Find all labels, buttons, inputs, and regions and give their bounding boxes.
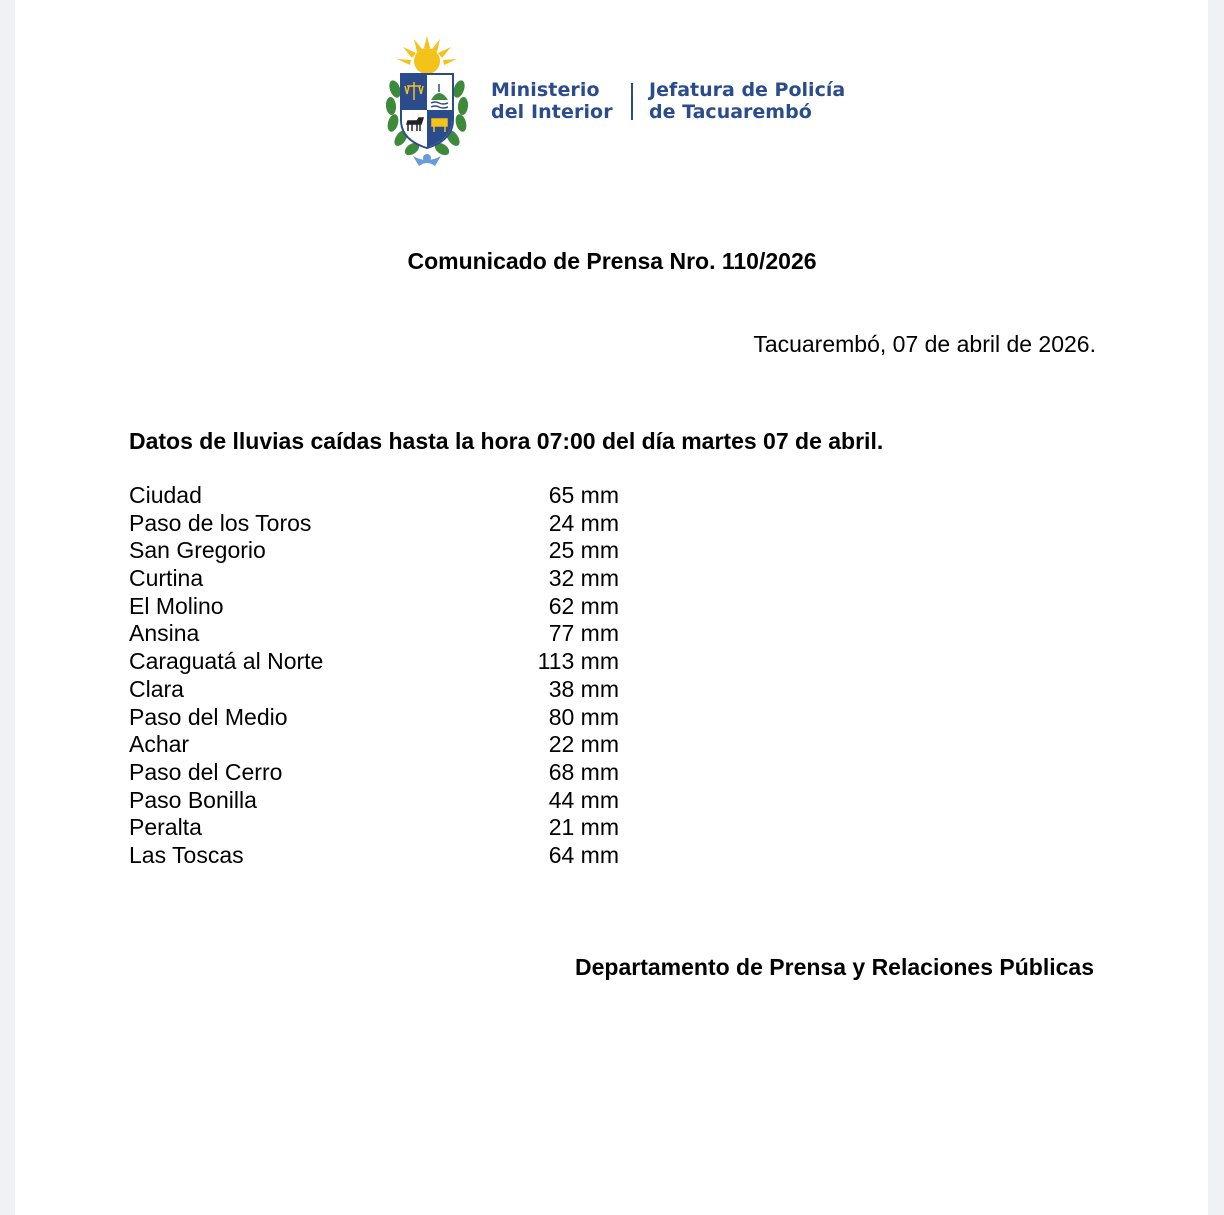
list-item xyxy=(129,537,649,565)
header-divider xyxy=(631,83,633,120)
list-item xyxy=(129,510,649,538)
rainfall-value: 24 mm xyxy=(548,509,619,536)
coat-of-arms-icon xyxy=(377,34,477,168)
rainfall-location: Paso de los Toros xyxy=(129,509,312,536)
ministry-name xyxy=(491,79,613,123)
jefatura-line-1: Jefatura de Policía xyxy=(649,79,846,101)
rainfall-value: 65 mm xyxy=(548,482,619,508)
list-item xyxy=(129,759,649,787)
rainfall-location: Paso Bonilla xyxy=(129,786,257,813)
rainfall-location: Curtina xyxy=(129,565,204,592)
rainfall-location: Paso del Cerro xyxy=(129,758,283,785)
list-item xyxy=(129,731,649,759)
rainfall-heading: Datos de lluvias caídas hasta la hora 07:00 del día martes 07 de abril. xyxy=(129,428,884,454)
rainfall-location: Ansina xyxy=(129,620,200,647)
rainfall-location: Peralta xyxy=(129,814,202,841)
list-item xyxy=(129,648,649,676)
rainfall-value: 38 mm xyxy=(548,675,619,702)
press-release-title: Comunicado de Prensa Nro. 110/2026 xyxy=(407,248,817,274)
rainfall-location: Clara xyxy=(129,675,184,702)
signature-department: Departamento de Prensa y Relaciones Públicas xyxy=(575,954,1094,980)
rainfall-value: 64 mm xyxy=(548,841,619,868)
rainfall-value: 22 mm xyxy=(548,731,619,758)
rainfall-value: 80 mm xyxy=(548,703,619,730)
list-item xyxy=(129,565,649,593)
rainfall-value: 32 mm xyxy=(548,565,619,592)
rainfall-value: 44 mm xyxy=(548,786,619,813)
rainfall-value: 113 mm xyxy=(537,648,619,675)
list-item xyxy=(129,842,649,870)
rainfall-value: 68 mm xyxy=(548,758,619,785)
rainfall-list xyxy=(129,482,649,870)
list-item xyxy=(129,787,649,815)
list-item xyxy=(129,482,649,510)
rainfall-location: Ciudad xyxy=(129,482,202,508)
jefatura-name xyxy=(649,79,845,123)
list-item xyxy=(129,593,649,621)
rainfall-location: El Molino xyxy=(129,592,224,619)
list-item xyxy=(129,620,649,648)
rainfall-location: Paso del Medio xyxy=(129,703,288,730)
letterhead xyxy=(377,34,897,169)
jefatura-line-2: de Tacuarembó xyxy=(649,101,812,123)
rainfall-value: 62 mm xyxy=(548,592,619,619)
rainfall-value: 25 mm xyxy=(548,537,619,564)
place-and-date: Tacuarembó, 07 de abril de 2026. xyxy=(753,331,1096,357)
ministry-line-1: Ministerio xyxy=(491,79,600,101)
rainfall-location: Caraguatá al Norte xyxy=(129,648,324,675)
ministry-line-2: del Interior xyxy=(491,101,613,123)
list-item xyxy=(129,676,649,704)
rainfall-location: Las Toscas xyxy=(129,841,244,868)
list-item xyxy=(129,814,649,842)
rainfall-location: Achar xyxy=(129,731,190,758)
rainfall-location: San Gregorio xyxy=(129,537,266,564)
rainfall-value: 77 mm xyxy=(548,620,619,647)
list-item xyxy=(129,704,649,732)
rainfall-value: 21 mm xyxy=(548,814,619,841)
